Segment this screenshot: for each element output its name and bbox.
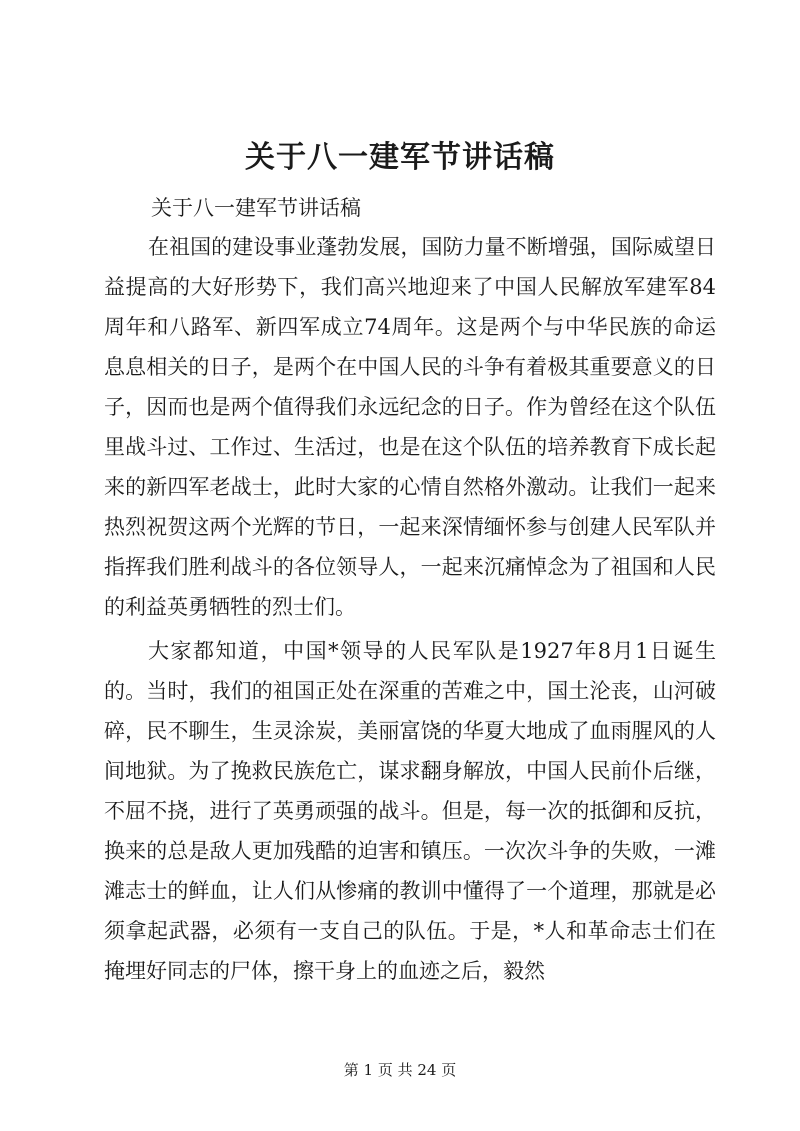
document-title: 关于八一建军节讲话稿 — [245, 140, 555, 175]
body-paragraph-2: 大家都知道，中国*领导的人民军队是1927年8月1日诞生的。当时，我们的祖国正处在深重的苦难之中，国土沦丧，山河破碎，民不聊生，生灵涂炭，美丽富饶的华夏大地成了血雨腥风的人间地狱。为了挽救民族危亡，谋求翻身解放，中国人民前仆后继，不屈不挠，进行了英勇顽强的战斗。但是，每一次的抵御和反抗，换来的总是敌人更加残酷的迫害和镇压。一次次斗争的失败，一滩滩志士的鲜血，让人们从惨痛的教训中懂得了一个道理，那就是必须拿起武器，必须有一支自己的队伍。于是，*人和革命志士们在掩埋好同志的尸体，擦干身上的血迹之后，毅然 — [104, 639, 716, 983]
body-paragraph-1: 在祖国的建设事业蓬勃发展，国防力量不断增强，国际威望日益提高的大好形势下，我们高兴地迎来了中国人民解放军建军84周年和八路军、新四军成立74周年。这是两个与中华民族的命运息息相关的日子，是两个在中国人民的斗争有着极其重要意义的日子，因而也是两个值得我们永远纪念的日子。作为曾经在这个队伍里战斗过、工作过、生活过，也是在这个队伍的培养教育下成长起来的新四军老战士，此时大家的心情自然格外激动。让我们一起来热烈祝贺这两个光辉的节日，一起来深情缅怀参与创建人民军队并指挥我们胜利战斗的各位领导人，一起来沉痛悼念为了祖国和人民的利益英勇牺牲的烈士们。 — [104, 235, 716, 619]
page-footer: 第 1 页 共 24 页 — [343, 1061, 457, 1079]
document-subtitle: 关于八一建军节讲话稿 — [151, 196, 361, 220]
